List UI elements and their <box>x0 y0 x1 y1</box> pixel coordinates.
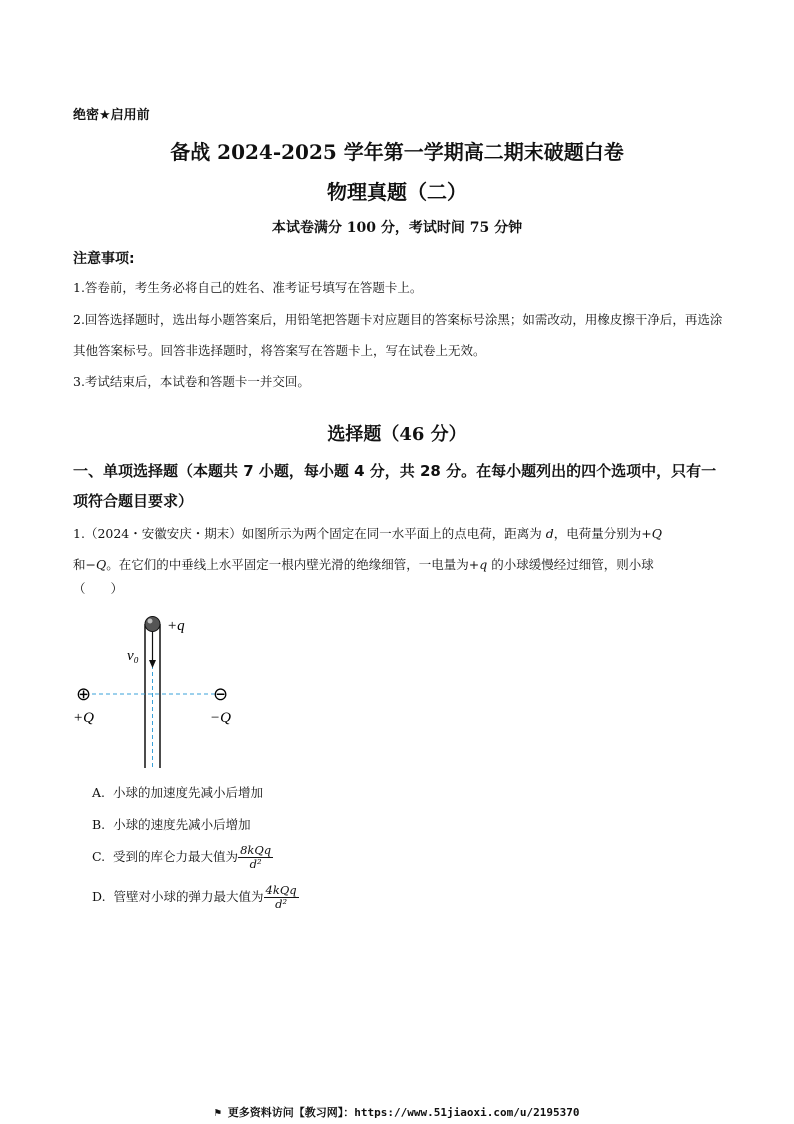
velocity-label: v₀ <box>127 648 139 664</box>
option-label: C. <box>92 849 106 864</box>
var-q: q <box>479 557 488 572</box>
question-source: （2024・安徽安庆・期末） <box>84 526 242 541</box>
option-b[interactable] <box>92 815 251 833</box>
velocity-arrowhead <box>149 660 156 668</box>
fraction-numerator: 8kQq <box>240 843 272 857</box>
notice-item-2: 2.回答选择题时，选出每小题答案后，用铅笔把答题卡对应题目的答案标号涂黑；如需改动，用橡皮擦干净后，再选涂其他答案标号。回答非选择题时，将答案写在答题卡上，写在试卷上无效。 <box>73 312 723 358</box>
question-number: 1. <box>73 526 85 541</box>
option-d[interactable] <box>92 884 299 911</box>
stem-text: 的小球缓慢经过细管，则小球 <box>487 557 654 572</box>
question-1-stem <box>73 518 723 580</box>
fraction-numerator: 4kQq <box>265 883 297 897</box>
section-title: 选择题（46 分） <box>327 424 467 445</box>
var-Q: Q <box>651 526 662 541</box>
ball-label: +q <box>167 618 185 634</box>
ball-highlight <box>148 619 153 624</box>
fraction <box>238 844 273 871</box>
option-c[interactable] <box>92 844 273 871</box>
secret-label: 绝密★启用前 <box>73 108 150 123</box>
exam-subtitle: 物理真题（二） <box>327 180 467 204</box>
option-label: D. <box>92 889 106 904</box>
option-text: 小球的速度先减小后增加 <box>113 817 251 832</box>
option-text: 管壁对小球的弹力最大值为 <box>113 889 264 904</box>
option-label: A. <box>92 785 106 800</box>
positive-charge-icon: ⊕ <box>76 684 92 705</box>
part-heading: 一、单项选择题（本题共 7 小题，每小题 4 分，共 28 分。在每小题列出的四个选项中，只有一项符合题目要求） <box>73 462 717 510</box>
fraction-denominator: d² <box>275 897 288 911</box>
notice-item-3: 3.考试结束后，本试卷和答题卡一并交回。 <box>73 374 310 389</box>
fraction <box>264 884 299 911</box>
option-text: 受到的库仑力最大值为 <box>113 849 239 864</box>
charges-tube-figure <box>70 612 250 774</box>
answer-blank: （ ） <box>73 581 124 596</box>
var-Q: Q <box>95 557 107 572</box>
stem-text: 和− <box>73 557 96 572</box>
fraction-denominator: d² <box>249 857 262 871</box>
negative-charge-label: −Q <box>210 710 231 726</box>
positive-charge-label: +Q <box>73 710 94 726</box>
ball <box>145 617 160 632</box>
var-d: d <box>545 526 554 541</box>
stem-text: ，电荷量分别为+ <box>553 526 652 541</box>
option-label: B. <box>92 817 106 832</box>
stem-text: 如图所示为两个固定在同一水平面上的点电荷，距离为 <box>241 526 546 541</box>
notice-item-1: 1.答卷前，考生务必将自己的姓名、准考证号填写在答题卡上。 <box>73 280 423 295</box>
option-a[interactable] <box>92 783 263 801</box>
notice-heading: 注意事项: <box>73 251 135 267</box>
footer-link[interactable]: ⚑ 更多资料访问【教习网】：https://www.51jiaoxi.com/u/2195370 <box>214 1106 580 1119</box>
exam-info: 本试卷满分 100 分，考试时间 75 分钟 <box>271 220 523 236</box>
negative-charge-icon: ⊖ <box>213 684 229 705</box>
exam-title: 备战 2024-2025 学年第一学期高二期末破题白卷 <box>170 140 624 164</box>
stem-text: 。在它们的中垂线上水平固定一根内壁光滑的绝缘细管，一电量为+ <box>106 557 480 572</box>
option-text: 小球的加速度先减小后增加 <box>112 785 263 800</box>
